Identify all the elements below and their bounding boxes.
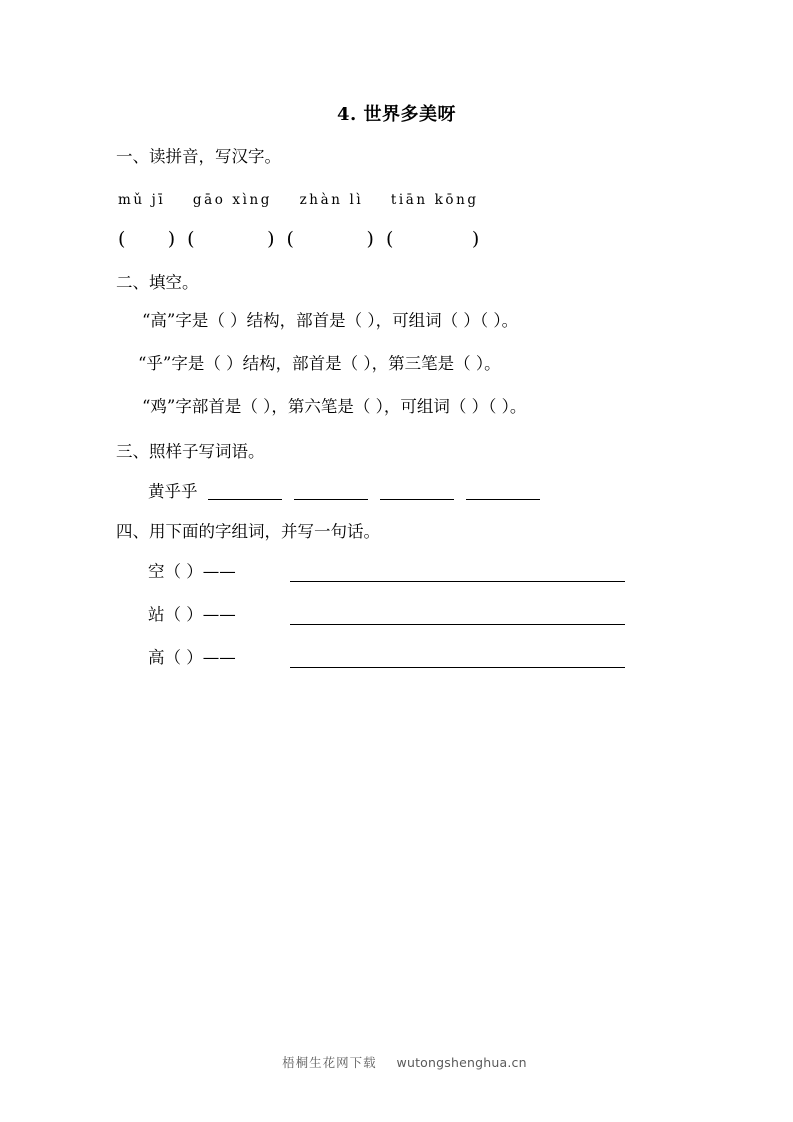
word-pattern-row [148,481,552,503]
answer-parentheses-row[interactable]: ( ) ( ) ( ) ( ) [118,228,480,250]
sentence-row-3 [148,647,236,669]
section-heading-1: 一、读拼音，写汉字。 [116,147,281,166]
sentence-row-2 [148,604,236,626]
word-blank-1[interactable] [208,484,282,500]
sentence-row-3-paren[interactable]: （ ） [164,648,203,667]
fill-blank-line-1[interactable]: “高”字是（ ）结构，部首是（ ），可组词（ ）（ ）。 [142,311,519,330]
sentence-blank-2[interactable] [290,624,625,625]
word-blank-4[interactable] [466,484,540,500]
fill-blank-line-2[interactable]: “乎”字是（ ）结构，部首是（ ），第三笔是（ ）。 [138,354,501,373]
word-blank-3[interactable] [380,484,454,500]
example-word: 黄乎乎 [148,482,198,501]
sentence-row-2-dash: —— [202,605,236,624]
section-heading-3: 三、照样子写词语。 [116,442,265,461]
sentence-row-3-character: 高 [148,648,165,667]
footer-url: wutongshenghua.cn [396,1055,527,1070]
section-heading-2: 二、填空。 [116,273,199,292]
footer [0,1038,793,1086]
word-blank-2[interactable] [294,484,368,500]
page-title: 4. 世界多美呀 [336,104,457,125]
sentence-row-2-character: 站 [148,605,165,624]
sentence-row-1-dash: —— [202,562,236,581]
sentence-row-3-dash: —— [202,648,236,667]
footer-site-name: 梧桐生花网下载 [282,1055,377,1070]
sentence-row-2-paren[interactable]: （ ） [164,605,203,624]
sentence-row-1 [148,561,236,583]
sentence-blank-1[interactable] [290,581,625,582]
sentence-row-1-character: 空 [148,562,165,581]
pinyin-prompt-row: mǔ jī gāo xìng zhàn lì tiān kōng [118,192,479,208]
sentence-blank-3[interactable] [290,667,625,668]
fill-blank-line-3[interactable]: “鸡”字部首是（ ），第六笔是（ ），可组词（ ）（ ）。 [142,397,527,416]
sentence-row-1-paren[interactable]: （ ） [164,562,203,581]
section-heading-4: 四、用下面的字组词，并写一句话。 [116,522,380,541]
